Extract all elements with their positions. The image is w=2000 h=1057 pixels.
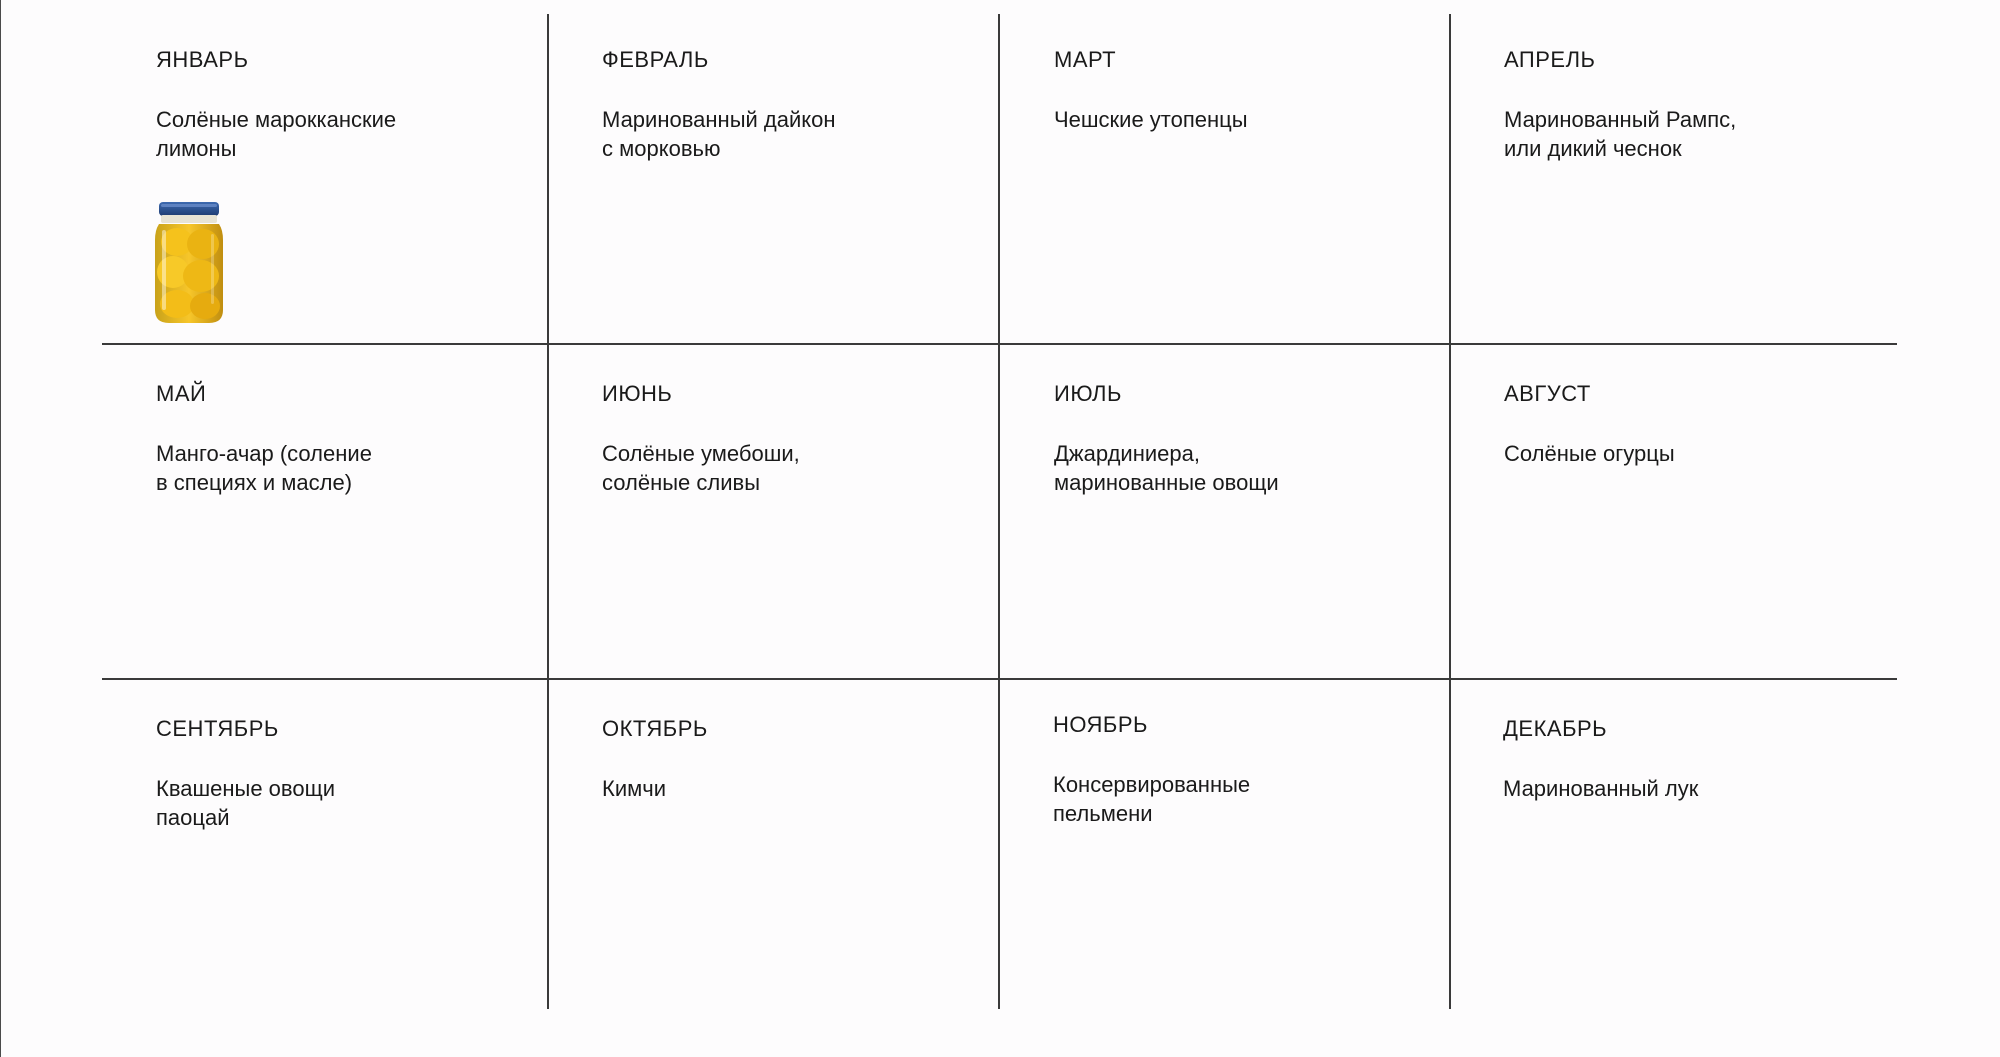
month-title: МАРТ xyxy=(1054,47,1117,72)
dish-name: Маринованный дайкон с морковью xyxy=(602,107,836,161)
month-title: АПРЕЛЬ xyxy=(1504,47,1596,72)
month-cell-january xyxy=(156,47,576,163)
dish-name: Солёные умебоши, солёные сливы xyxy=(602,441,800,495)
dish-name: Маринованный Рампс, или дикий чеснок xyxy=(1504,107,1737,161)
month-title: ОКТЯБРЬ xyxy=(602,716,708,741)
month-cell-march xyxy=(1054,47,1474,134)
month-cell-july xyxy=(1054,381,1474,497)
month-cell-august xyxy=(1504,381,1924,468)
month-cell-september xyxy=(156,716,576,832)
dish-name: Кимчи xyxy=(602,776,666,801)
month-title: СЕНТЯБРЬ xyxy=(156,716,279,741)
month-title: АВГУСТ xyxy=(1504,381,1591,406)
month-cell-february xyxy=(602,47,1022,163)
dish-name: Манго-ачар (соление в специях и масле) xyxy=(156,441,372,495)
month-cell-december xyxy=(1503,716,1923,803)
month-cell-october xyxy=(602,716,1022,803)
month-title: ФЕВРАЛЬ xyxy=(602,47,709,72)
column-divider-3 xyxy=(1449,14,1451,1009)
column-divider-1 xyxy=(547,14,549,1009)
month-cell-may xyxy=(156,381,576,497)
dish-name: Солёные марокканские лимоны xyxy=(156,107,397,161)
month-cell-june xyxy=(602,381,1022,497)
month-cell-november xyxy=(1053,712,1473,828)
row-divider-1 xyxy=(102,343,1897,345)
lemon-jar-icon xyxy=(153,200,225,325)
column-divider-2 xyxy=(998,14,1000,1009)
row-divider-2 xyxy=(102,678,1897,680)
month-cell-april xyxy=(1504,47,1924,163)
dish-name: Джардиниера, маринованные овощи xyxy=(1054,441,1279,495)
dish-name: Солёные огурцы xyxy=(1504,441,1675,466)
dish-name: Квашеные овощи паоцай xyxy=(156,776,335,830)
month-title: ДЕКАБРЬ xyxy=(1503,716,1608,741)
dish-name: Консервированные пельмени xyxy=(1053,772,1251,826)
month-title: ИЮНЬ xyxy=(602,381,673,406)
month-title: ЯНВАРЬ xyxy=(156,47,249,72)
month-title: ИЮЛЬ xyxy=(1054,381,1122,406)
month-title: МАЙ xyxy=(156,381,207,406)
dish-name: Маринованный лук xyxy=(1503,776,1699,801)
dish-name: Чешские утопенцы xyxy=(1054,107,1248,132)
month-title: НОЯБРЬ xyxy=(1053,712,1148,737)
